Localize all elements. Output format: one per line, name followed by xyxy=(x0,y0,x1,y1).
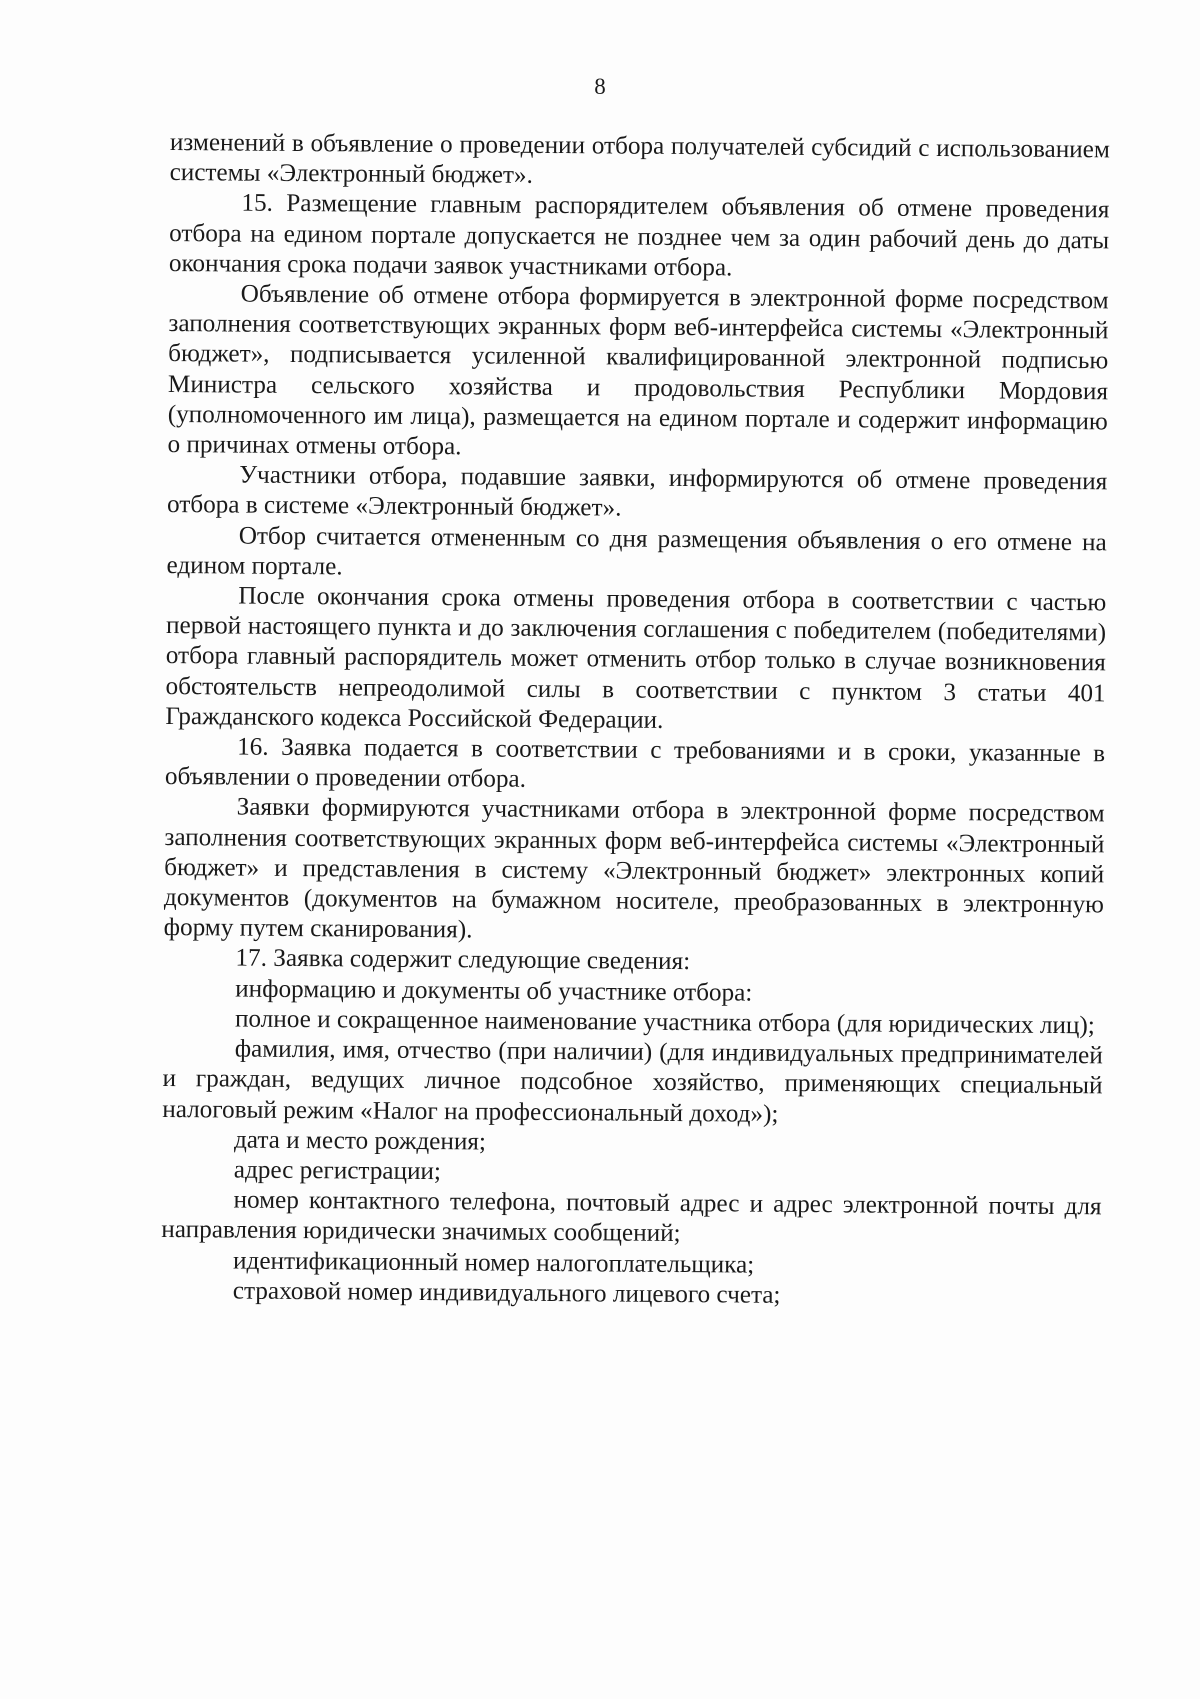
paragraph-participant-info: информацию и документы об участнике отбора: xyxy=(235,975,753,1007)
paragraph-participants-informed: Участники отбора, подавшие заявки, информируются об отмене проведения отбора в системе «Электронный бюджет». xyxy=(166,461,1108,522)
paragraph-force-majeure: После окончания срока отмены проведения отбора в соответствии с частью первой настоящего пункта и до заключения соглашения с победителем (победителями) отбора главный распорядитель может отменить отбор только в случае возникновения обстоятельств непреодолимой силы в соответствии с пунктом 3 статьи 401 Гражданского кодекса Российской Федерации. xyxy=(165,582,1107,734)
paragraph-cancel-announcement: Объявление об отмене отбора формируется в электронной форме посредством заполнения соответствующих экранных форм веб-интерфейса системы «Электронный бюджет», подписывается усиленной квалифицированной электронной подписью Министра сельского хозяйства и продовольствия Республики Мордовия (уполномоченного им лица), размещается на едином портале и содержит информацию о причинах отмены отбора. xyxy=(167,280,1109,461)
paragraph-continuation: изменений в объявление о проведении отбора получателей субсидий с использованием системы «Электронный бюджет». xyxy=(169,128,1110,190)
paragraph-cancel-date: Отбор считается отмененным со дня размещения объявления о его отмене на едином портале. xyxy=(166,522,1107,581)
list-item-registration-address: адрес регистрации; xyxy=(233,1156,442,1186)
document-body xyxy=(161,128,1110,1313)
list-item-inn: идентификационный номер налогоплательщика; xyxy=(233,1247,755,1279)
paragraph-item-16: 16. Заявка подается в соответствии с требованиями и в сроки, указанные в объявлении о проведении отбора. xyxy=(164,733,1106,794)
list-item-snils: страховой номер индивидуального лицевого счета; xyxy=(232,1277,781,1309)
page-number: 8 xyxy=(594,74,606,99)
list-item-contacts: номер контактного телефона, почтовый адрес и адрес электронной почты для направления юридически значимых сообщений; xyxy=(161,1186,1102,1248)
list-item-fio: фамилия, имя, отчество (при наличии) (для индивидуальных предпринимателей и граждан, ведущих личное подсобное хозяйство, применяющих специальный налоговый режим «Налог на профессиональный доход»); xyxy=(162,1035,1103,1128)
paragraph-applications-formed: Заявки формируются участниками отбора в электронной форме посредством заполнения соответствующих экранных форм веб-интерфейса системы «Электронный бюджет» и представления в систему «Электронный бюджет» электронных копий документов (документов на бумажном носителе, преобразованных в электронную форму путем сканирования). xyxy=(163,794,1105,944)
paragraph-item-15: 15. Размещение главным распорядителем объявления об отмене проведения отбора на едином портале допускается не позднее чем за один рабочий день до даты окончания срока подачи заявок участниками отбора. xyxy=(168,189,1110,282)
list-item-birth: дата и место рождения; xyxy=(233,1126,487,1156)
paragraph-item-17: 17. Заявка содержит следующие сведения: xyxy=(235,945,691,976)
list-item-full-name: полное и сокращенное наименование участника отбора (для юридических лиц); xyxy=(234,1005,1095,1040)
